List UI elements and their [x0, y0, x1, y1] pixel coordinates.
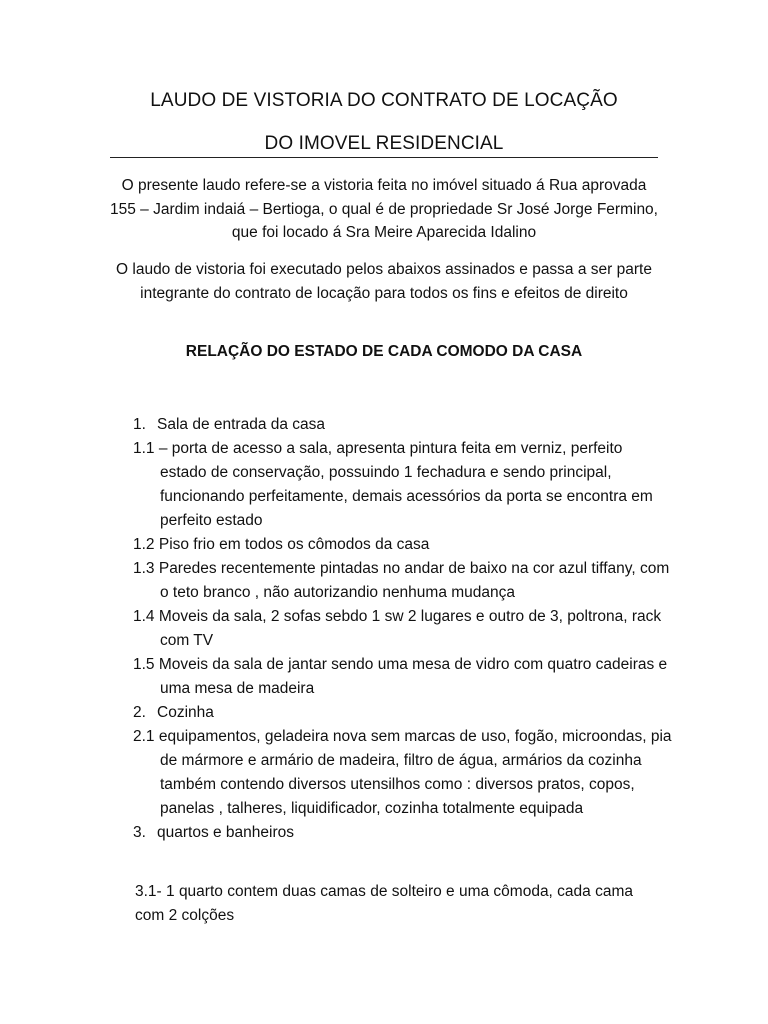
list-number: 2.: [133, 704, 146, 721]
list-item-1-5: 1.5 Moveis da sala de jantar sendo uma mesa de vidro com quatro cadeiras e uma mesa de madeira: [133, 656, 668, 697]
list-item-text: quartos e banheiros: [157, 824, 295, 841]
bedroom-paragraph: [110, 880, 655, 928]
scope-paragraph: O laudo de vistoria foi executado pelos abaixos assinados e passa a ser parte integrante do contrato de locação para todos os fins e efeitos de direito: [116, 261, 652, 302]
list-item-3: [133, 821, 673, 845]
list-item-1-1: 1.1 – porta de acesso a sala, apresenta pintura feita em verniz, perfeito estado de conservação, possuindo 1 fechadura e sendo principal, funcionando perfeitamente, demais acessórios da porta se encontra em perfeito estado: [133, 440, 653, 529]
list-item-1-2: 1.2 Piso frio em todos os cômodos da casa: [133, 536, 430, 553]
intro-paragraph: O presente laudo refere-se a vistoria feita no imóvel situado á Rua aprovada 155 – Jardim indaiá – Bertioga, o qual é de propriedade Sr José Jorge Fermino, que foi locado á Sra Meire Aparecida Idalino: [110, 177, 658, 241]
list-item-text: Cozinha: [157, 704, 214, 721]
list-item-1-3: 1.3 Paredes recentemente pintadas no andar de baixo na cor azul tiffany, com o teto branco , não autorizandio nenhuma mudança: [133, 560, 670, 601]
section-heading: RELAÇÃO DO ESTADO DE CADA COMODO DA CASA: [185, 343, 583, 360]
list-item-1-4: 1.4 Moveis da sala, 2 sofas sebdo 1 sw 2 lugares e outro de 3, poltrona, rack com TV: [133, 608, 662, 649]
bedroom-paragraph-text: 3.1- 1 quarto contem duas camas de solteiro e uma cômoda, cada cama com 2 colções: [135, 883, 633, 924]
document-title-line1: LAUDO DE VISTORIA DO CONTRATO DE LOCAÇÃO: [150, 90, 618, 111]
list-item-2: [133, 701, 673, 725]
room-list: [133, 413, 673, 845]
list-number: 1.: [133, 416, 146, 433]
list-number: 3.: [133, 824, 146, 841]
title-underline: [110, 157, 658, 158]
document-title-line2: DO IMOVEL RESIDENCIAL: [264, 133, 504, 154]
list-item-1: [133, 413, 673, 437]
list-item-2-1: 2.1 equipamentos, geladeira nova sem marcas de uso, fogão, microondas, pia de mármore e armário de madeira, filtro de água, armários da cozinha também contendo diversos utensilhos como : diversos pratos, copos, panelas , talheres, liquidificador, cozinha totalmente equipada: [133, 728, 672, 817]
list-item-text: Sala de entrada da casa: [157, 416, 326, 433]
